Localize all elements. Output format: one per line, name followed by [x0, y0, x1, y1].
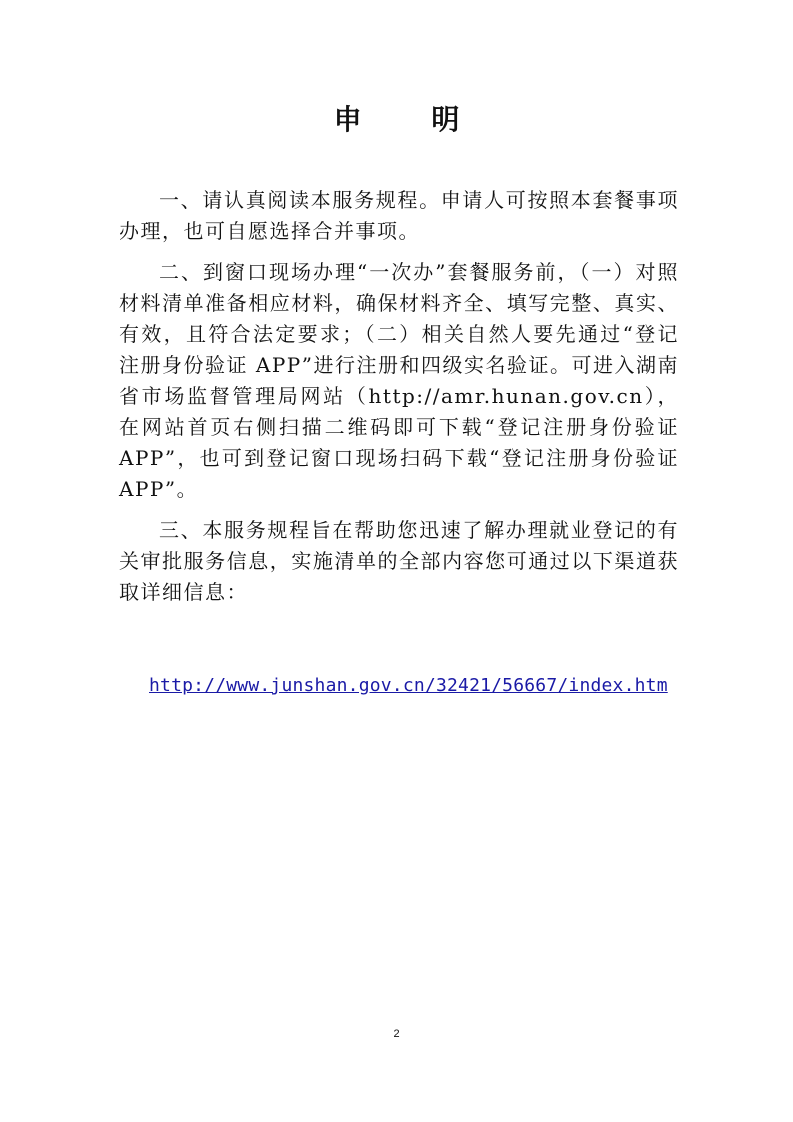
info-link[interactable]: http://www.junshan.gov.cn/32421/56667/index.htm [149, 675, 668, 696]
document-body [119, 185, 679, 618]
paragraph-2: 二、到窗口现场办理“一次办”套餐服务前，（一）对照材料清单准备相应材料，确保材料齐全、填写完整、真实、有效，且符合法定要求；（二）相关自然人要先通过“登记注册身份验证 APP”进行注册和四级实名验证。可进入湖南省市场监督管理局网站（http://amr.hunan.gov.cn），在网站首页右侧扫描二维码即可下载“登记注册身份验证 APP”，也可到登记窗口现场扫码下载“登记注册身份验证 APP”。 [119, 260, 679, 501]
paragraph-3: 三、本服务规程旨在帮助您迅速了解办理就业登记的有关审批服务信息，实施清单的全部内容您可通过以下渠道获取详细信息： [119, 518, 679, 604]
page-number: 2 [393, 1028, 400, 1040]
paragraph-1: 一、请认真阅读本服务规程。申请人可按照本套餐事项办理，也可自愿选择合并事项。 [119, 188, 679, 243]
page-title: 申 明 [333, 103, 490, 136]
